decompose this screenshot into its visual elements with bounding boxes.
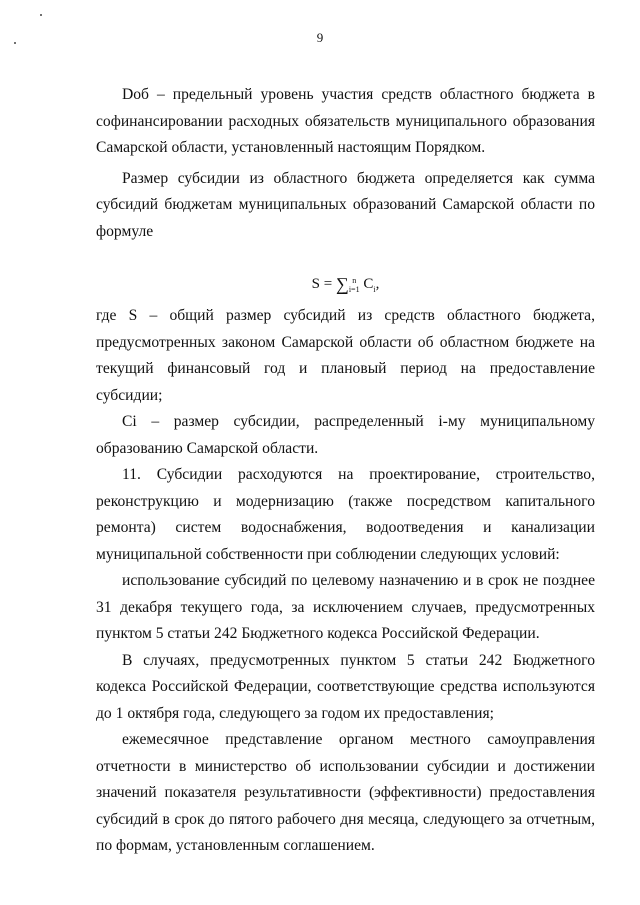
formula-tail: , <box>375 276 380 292</box>
paragraph-condition-use: использование субсидий по целевому назначению и в срок не позднее 31 декабря текущего года, за исключением случаев, предусмотренных пунктом 5 статьи 242 Бюджетного кодекса Российской Федерации. <box>96 572 595 642</box>
paragraph-cases: В случаях, предусмотренных пунктом 5 статьи 242 Бюджетного кодекса Российской Федерации, соответствующие средства используются до 1 октября года, следующего за годом их предоставления; <box>96 651 595 722</box>
paragraph-item-11: 11. Субсидии расходуются на проектирование, строительство, реконструкцию и модернизацию (также посредством капитального ремонта) систем водоснабжения, водоотведения и канализации муниципальной собственности при соблюдении следующих условий: <box>96 466 595 563</box>
sigma-icon: ∑ <box>335 274 349 294</box>
sum-formula: S = ∑ n i=1 $C_i$, <box>311 274 380 294</box>
formula-lhs: S <box>311 276 321 292</box>
document-body <box>96 82 595 860</box>
paragraph-reporting: ежемесячное представление органом местного самоуправления отчетности в министерство об использовании субсидии и достижении значений показателя результативности (эффективности) предоставления субсидий в срок до пятого рабочего дня месяца, следующего за отчетным, по формам, установленным соглашением. <box>96 731 595 854</box>
paragraph-dob: Dоб – предельный уровень участия средств областного бюджета в софинансировании расходных обязательств муниципального образования Самарской области, установленный настоящим Порядком. <box>96 86 595 156</box>
formula-lower: i=1 <box>348 284 360 294</box>
paragraph-ci: Ci – размер субсидии, распределенный i-му муниципальному образованию Самарской области. <box>96 413 595 457</box>
paragraph-where-s: где S – общий размер субсидий из средств областного бюджета, предусмотренных законом Самарской области об областном бюджете на текущий финансовый год и плановый период на предоставление субсидии; <box>96 307 595 404</box>
formula-sub: i <box>373 285 376 294</box>
paragraph-subsidy-size: Размер субсидии из областного бюджета определяется как сумма субсидий бюджетам муниципальных образований Самарской области по формуле <box>96 169 595 240</box>
scan-speck <box>40 14 42 16</box>
formula-term: C <box>363 276 374 292</box>
page-number: 9 <box>316 30 324 45</box>
formula-upper: n <box>352 275 357 285</box>
